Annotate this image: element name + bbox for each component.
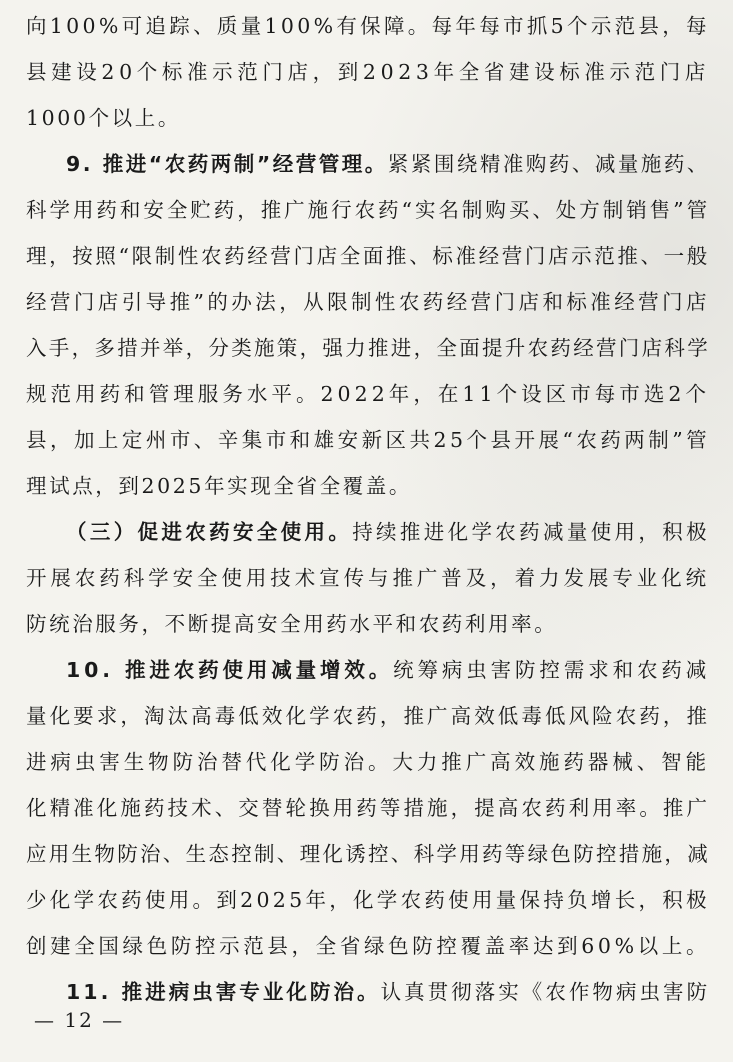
paragraph-text: 防统治服务，不断提高安全用药水平和农药利用率。 [26, 612, 558, 636]
text-line [26, 739, 710, 785]
paragraph-text: 创建全国绿色防控示范县，全省绿色防控覆盖率达到60%以上。 [26, 934, 711, 958]
text-line [26, 417, 710, 463]
section-heading: 10. 推进农药使用减量增效。 [66, 658, 394, 682]
paragraph-text: 进病虫害生物防治替代化学防治。大力推广高效施药器械、智能 [26, 750, 711, 774]
paragraph-text: 认真贯彻落实《农作物病虫害防 [380, 980, 711, 1004]
text-line [26, 95, 710, 141]
text-line [26, 693, 710, 739]
text-line [26, 555, 710, 601]
text-line [26, 601, 710, 647]
page-number: — 12 — [34, 1008, 125, 1032]
paragraph-text: 化精准化施药技术、交替轮换用药等措施，提高农药利用率。推广 [26, 796, 711, 820]
text-line [66, 647, 710, 693]
paragraph-text: 开展农药科学安全使用技术宣传与推广普及，着力发展专业化统 [26, 566, 711, 590]
text-line [26, 831, 710, 877]
section-heading: 9. 推进“农药两制”经营管理。 [66, 152, 388, 176]
text-line [26, 785, 710, 831]
paragraph-text: 理，按照“限制性农药经营门店全面推、标准经营门店示范推、一般 [26, 244, 710, 268]
paragraph-text: 科学用药和安全贮药，推广施行农药“实名制购买、处方制销售”管 [26, 198, 711, 222]
text-line [26, 923, 710, 969]
paragraph-text: 规范用药和管理服务水平。2022年，在11个设区市每市选2个 [26, 382, 710, 406]
paragraph-text: 紧紧围绕精准购药、减量施药、 [387, 152, 710, 176]
text-line [26, 325, 710, 371]
section-heading: 11. 推进病虫害专业化防治。 [66, 980, 381, 1004]
paragraph-text: 持续推进化学农药减量使用，积极 [352, 520, 710, 544]
text-line [26, 463, 710, 509]
text-line [26, 187, 710, 233]
text-line [66, 141, 710, 187]
text-line [26, 279, 710, 325]
text-line [26, 233, 710, 279]
text-line [66, 509, 710, 555]
paragraph-text: 县建设20个标准示范门店，到2023年全省建设标准示范门店 [26, 60, 711, 84]
text-line [66, 969, 710, 1015]
paragraph-text: 向100%可追踪、质量100%有保障。每年每市抓5个示范县，每 [26, 14, 710, 38]
paragraph-text: 量化要求，淘汰高毒低效化学农药，推广高效低毒低风险农药，推 [26, 704, 711, 728]
paragraph-text: 应用生物防治、生态控制、理化诱控、科学用药等绿色防控措施，减 [26, 842, 710, 866]
paragraph-text: 县，加上定州市、辛集市和雄安新区共25个县开展“农药两制”管 [26, 428, 711, 452]
paragraph-text: 1000个以上。 [26, 106, 181, 130]
text-line [26, 3, 710, 49]
text-line [26, 877, 710, 923]
paragraph-text: 入手，多措并举，分类施策，强力推进，全面提升农药经营门店科学 [26, 336, 710, 360]
paragraph-text: 理试点，到2025年实现全省全覆盖。 [26, 474, 412, 498]
text-line [26, 49, 710, 95]
paragraph-text: 少化学农药使用。到2025年，化学农药使用量保持负增长，积极 [26, 888, 710, 912]
section-heading: （三）促进农药安全使用。 [66, 520, 353, 544]
text-line [26, 371, 710, 417]
paragraph-text: 统筹病虫害防控需求和农药减 [393, 658, 711, 682]
paragraph-text: 经营门店引导推”的办法，从限制性农药经营门店和标准经营门店 [26, 290, 710, 314]
